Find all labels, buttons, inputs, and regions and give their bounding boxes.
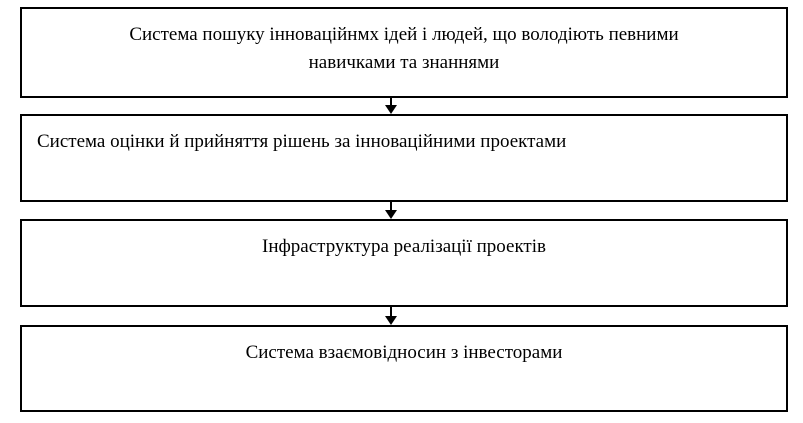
flowchart-box-investor-relations-system — [20, 325, 788, 412]
arrow-down-icon — [384, 202, 397, 219]
box-text-line: Інфраструктура реалізації проектів — [262, 236, 546, 257]
arrow-head — [385, 210, 397, 219]
flowchart-box-idea-search-system — [20, 7, 788, 98]
box-text-line: навичками та знаннями — [308, 52, 500, 73]
arrow-shaft — [390, 98, 392, 105]
flowchart-box-evaluation-decision-system — [20, 114, 788, 202]
box-text-line: Система оцінки й прийняття рішень за інноваційними проектами — [37, 131, 567, 152]
box-text-line: Система пошуку інноваційнмх ідей і людей, що володіють певними — [129, 24, 679, 45]
box-text-line: Система взаємовідносин з інвесторами — [245, 342, 563, 363]
arrow-down-icon — [384, 98, 397, 114]
arrow-shaft — [390, 307, 392, 316]
flowchart-box-project-infrastructure — [20, 219, 788, 307]
arrow-shaft — [390, 202, 392, 210]
arrow-down-icon — [384, 307, 397, 325]
arrow-head — [385, 316, 397, 325]
arrow-head — [385, 105, 397, 114]
